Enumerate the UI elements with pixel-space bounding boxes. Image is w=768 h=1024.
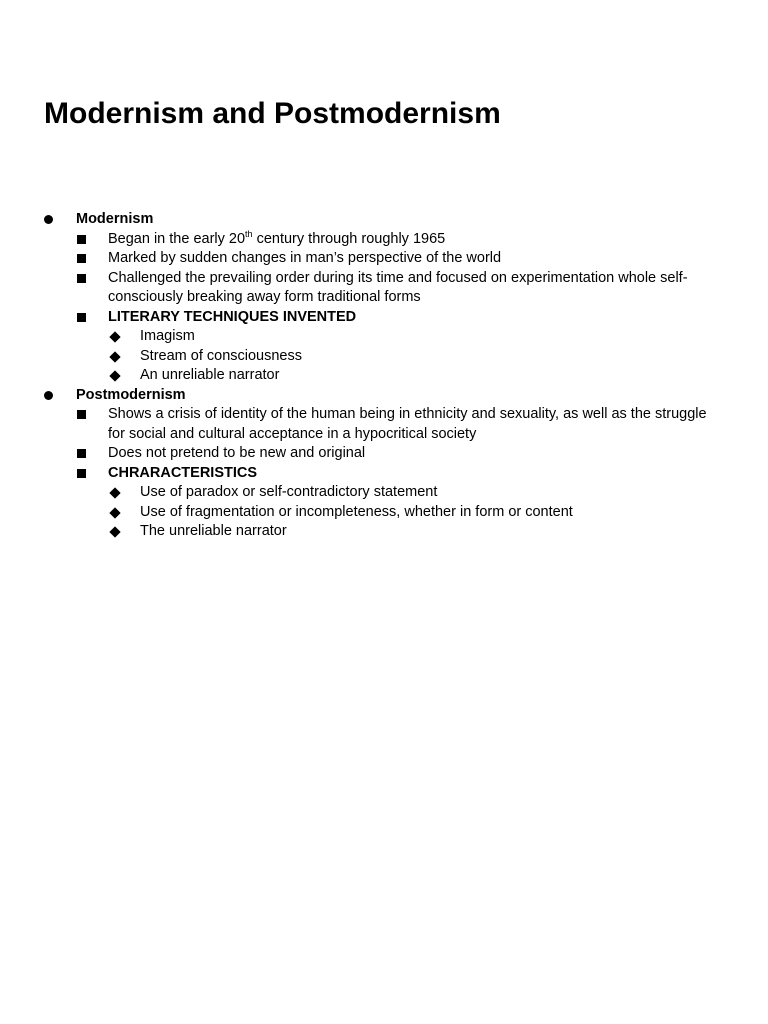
diamond-bullet-icon (110, 522, 119, 542)
list-item-text: Marked by sudden changes in man’s perspective of the world (108, 250, 502, 266)
list-item-text: Does not pretend to be new and original (108, 445, 366, 461)
outline-list (0, 210, 768, 542)
list-item (0, 347, 768, 367)
began-superscript: th (245, 228, 253, 239)
list-item-text: Stream of consciousness (140, 347, 302, 364)
subheading-techniques: LITERARY TECHNIQUES INVENTED (108, 308, 357, 325)
square-bullet-icon (77, 230, 86, 250)
page-title: Modernism and Postmodernism (44, 97, 501, 130)
list-item (0, 483, 768, 503)
diamond-bullet-icon (110, 503, 119, 523)
square-bullet-icon (77, 308, 86, 328)
section-heading-postmodernism: Postmodernism (76, 386, 186, 403)
square-bullet-icon (77, 444, 86, 464)
began-suffix: century through roughly 1965 (252, 230, 446, 247)
list-item-text: Imagism (140, 328, 195, 344)
diamond-bullet-icon (110, 483, 119, 503)
list-item (0, 366, 768, 386)
diamond-bullet-icon (110, 327, 119, 347)
list-item-text (108, 230, 445, 250)
list-item (0, 308, 768, 328)
list-item (0, 503, 768, 523)
list-item (0, 444, 768, 464)
square-bullet-icon (77, 269, 86, 289)
list-item (0, 327, 768, 347)
list-item-text: Challenged the prevailing order during its time and focused on experimentation whole self-consciously breaking away form traditional forms (108, 269, 688, 305)
list-item (0, 405, 768, 444)
list-item (0, 464, 768, 484)
square-bullet-icon (77, 249, 86, 269)
list-item (0, 249, 768, 269)
section-heading-modernism: Modernism (76, 211, 154, 227)
list-item-text: Use of fragmentation or incompleteness, whether in form or content (140, 503, 573, 520)
list-item (0, 269, 768, 308)
list-item-modernism (0, 210, 768, 230)
subheading-characteristics: CHRARACTERISTICS (108, 464, 258, 481)
list-item-text: Use of paradox or self-contradictory statement (140, 484, 438, 500)
list-item (0, 230, 768, 250)
list-item-text: The unreliable narrator (140, 523, 287, 539)
diamond-bullet-icon (110, 347, 119, 367)
square-bullet-icon (77, 464, 86, 484)
list-item-postmodernism (0, 386, 768, 406)
circle-bullet-icon (44, 210, 54, 230)
list-item (0, 522, 768, 542)
began-prefix: Began in the early 20 (108, 230, 246, 247)
square-bullet-icon (77, 405, 86, 425)
list-item-text: An unreliable narrator (140, 367, 280, 383)
diamond-bullet-icon (110, 366, 119, 386)
list-item-text: Shows a crisis of identity of the human being in ethnicity and sexuality, as well as the struggle for social and cultural acceptance in a hypocritical society (108, 406, 707, 442)
circle-bullet-icon (44, 386, 54, 406)
